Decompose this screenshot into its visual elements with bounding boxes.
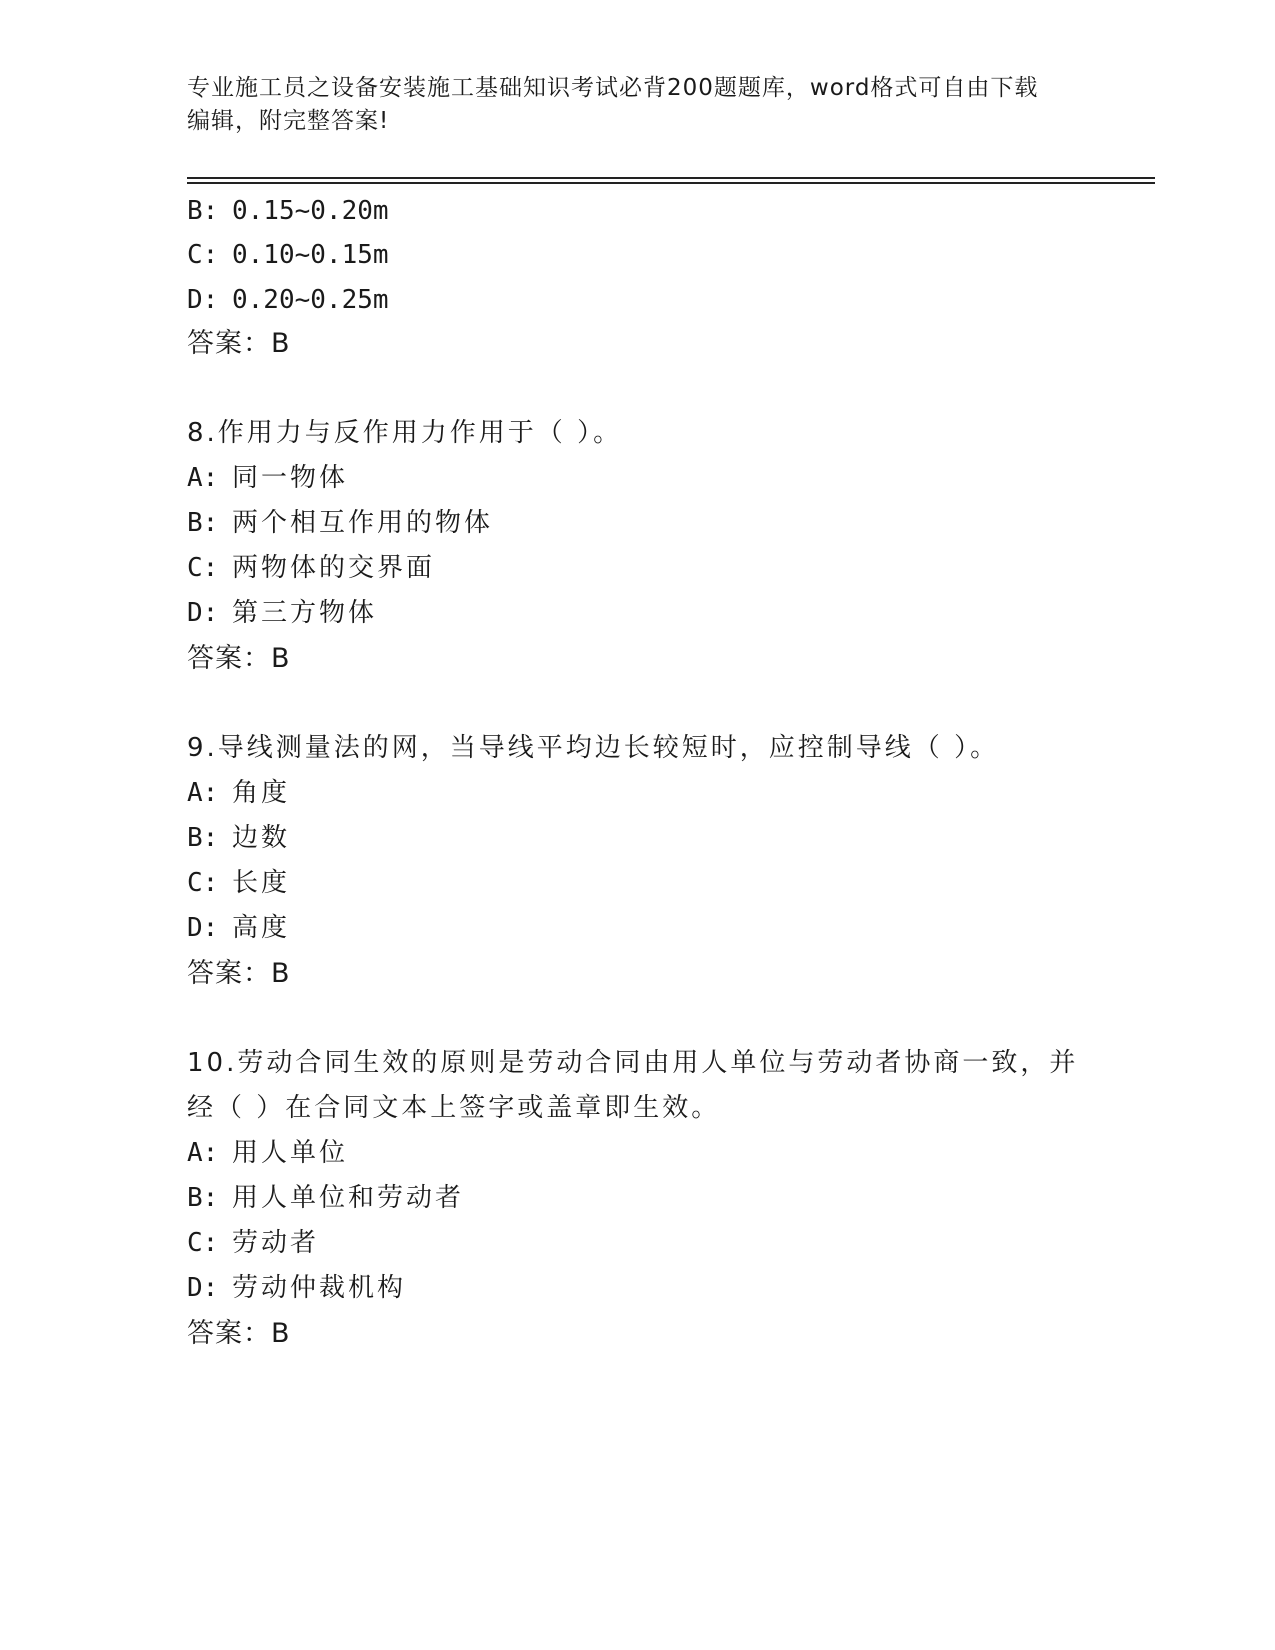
option-key: B:: [187, 196, 219, 226]
q9-stem: 9.导线测量法的网，当导线平均边长较短时，应控制导线（ ）。: [187, 733, 1000, 763]
option-text: 用人单位和劳动者: [232, 1183, 465, 1213]
option-key: B:: [187, 823, 219, 853]
header-divider-top: [187, 177, 1155, 179]
option-text: 两个相互作用的物体: [232, 508, 494, 538]
q9-option-d: [187, 913, 290, 943]
q10-answer: 答案：B: [187, 1318, 291, 1349]
option-key: D:: [187, 285, 219, 315]
option-key: C:: [187, 1228, 219, 1258]
q8-stem: 8.作用力与反作用力作用于（ ）。: [187, 418, 623, 448]
q10-option-d: [187, 1273, 406, 1303]
option-text: 两物体的交界面: [232, 553, 436, 583]
q8-option-d: [187, 598, 377, 628]
q7-option-d: [187, 285, 389, 315]
option-text: 第三方物体: [232, 598, 378, 628]
q9-option-b: [187, 823, 290, 853]
option-text: 劳动仲裁机构: [232, 1273, 407, 1303]
option-text: 边数: [232, 823, 291, 853]
option-key: B:: [187, 508, 219, 538]
q9-option-a: [187, 778, 290, 808]
q7-option-c: [187, 240, 389, 270]
option-key: B:: [187, 1183, 219, 1213]
option-key: A:: [187, 778, 219, 808]
option-text: 高度: [232, 913, 291, 943]
option-text: 长度: [232, 868, 291, 898]
q10-stem-line-2: 经（ ）在合同文本上签字或盖章即生效。: [187, 1093, 721, 1123]
q10-stem-line-1: 10.劳动合同生效的原则是劳动合同由用人单位与劳动者协商一致，并: [187, 1048, 1079, 1078]
option-key: D:: [187, 598, 219, 628]
q8-answer: 答案：B: [187, 643, 291, 674]
q9-option-c: [187, 868, 290, 898]
option-key: C:: [187, 553, 219, 583]
header-divider-bottom: [187, 182, 1155, 184]
q8-option-a: [187, 463, 348, 493]
option-key: A:: [187, 463, 219, 493]
header-title-line-1: 专业施工员之设备安装施工基础知识考试必背200题题库，word格式可自由下载: [187, 75, 1039, 101]
q10-option-c: [187, 1228, 319, 1258]
option-key: D:: [187, 913, 219, 943]
option-key: D:: [187, 1273, 219, 1303]
q7-answer: 答案：B: [187, 328, 291, 359]
option-text: 劳动者: [232, 1228, 320, 1258]
option-key: C:: [187, 868, 219, 898]
q10-option-a: [187, 1138, 348, 1168]
q10-option-b: [187, 1183, 464, 1213]
option-text: 同一物体: [232, 463, 349, 493]
q8-option-b: [187, 508, 493, 538]
q9-answer: 答案：B: [187, 958, 291, 989]
option-key: C:: [187, 240, 219, 270]
q8-option-c: [187, 553, 435, 583]
header-title-line-2: 编辑，附完整答案!: [187, 108, 390, 134]
option-text: 用人单位: [232, 1138, 349, 1168]
option-text: 0.15~0.20m: [232, 196, 389, 226]
document-header: [187, 72, 1067, 138]
option-key: A:: [187, 1138, 219, 1168]
q7-option-b: [187, 196, 389, 226]
option-text: 0.20~0.25m: [232, 285, 389, 315]
option-text: 0.10~0.15m: [232, 240, 389, 270]
option-text: 角度: [232, 778, 291, 808]
